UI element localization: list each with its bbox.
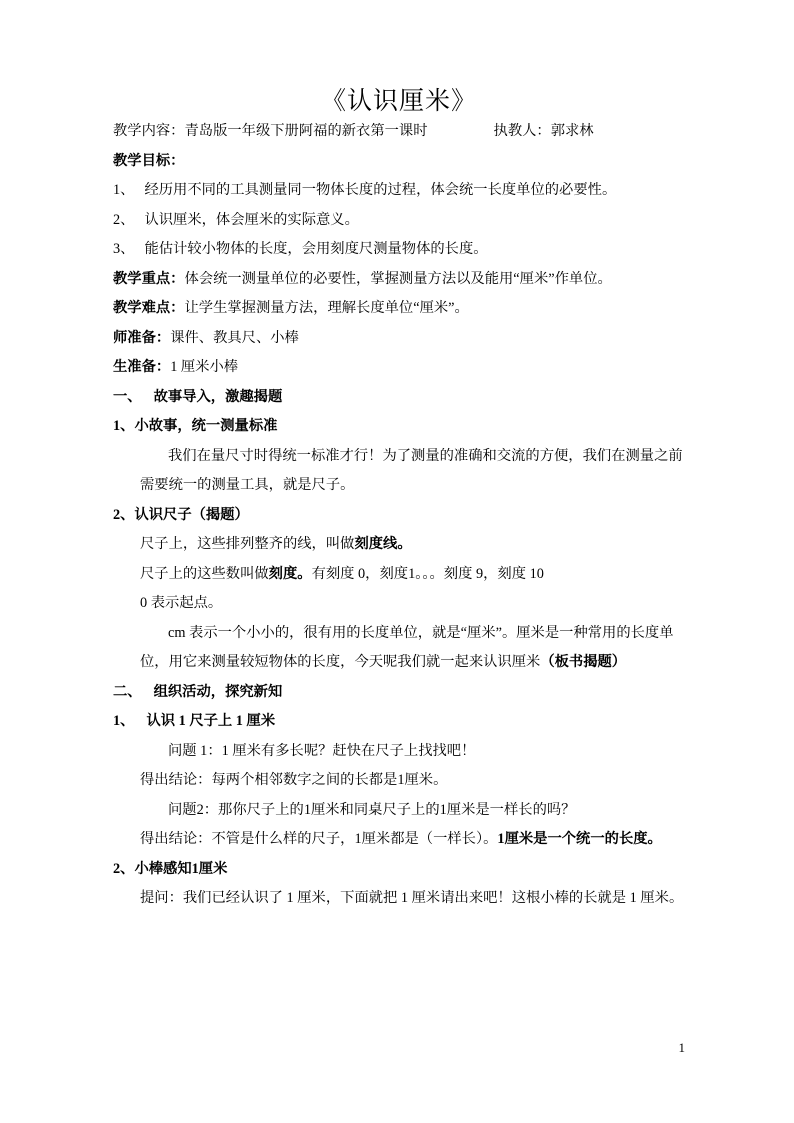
page-title: 《认识厘米》 — [320, 88, 477, 115]
section-one-sub1-heading: 1、小故事，统一测量标准 — [113, 418, 278, 435]
student-prep-row — [113, 353, 685, 383]
section-one-heading — [113, 383, 685, 413]
key-point-label: 教学重点： — [113, 270, 185, 287]
section-one-sub1-body: 我们在量尺寸时得统一标准才行！为了测量的准确和交流的方便，我们在测量之前需要统一的测量工具，就是尺子。 — [140, 447, 683, 494]
difficulty-text: 让学生掌握测量方法，理解长度单位“厘米”。 — [184, 300, 469, 317]
cm-paragraph-bold-note: （板书揭题） — [540, 654, 627, 671]
teacher-prep-row — [113, 324, 685, 354]
objective-text-1: 经历用不同的工具测量同一物体长度的过程，体会统一长度单位的必要性。 — [144, 182, 617, 199]
section-one-number: 一、 — [113, 388, 142, 405]
section-two-sub1-heading — [113, 707, 685, 737]
student-prep-text: 1 厘米小棒 — [170, 359, 239, 376]
teacher-label: 执教人： — [493, 123, 551, 140]
student-prep-label: 生准备： — [113, 359, 171, 376]
conclusion-2-bold: 1厘米是一个统一的长度。 — [497, 831, 662, 848]
conclusion-2-text: 得出结论：不管是什么样的尺子，1厘米都是（一样长）。 — [140, 831, 498, 848]
section-two-sub1-title: 认识 1 尺子上 1 厘米 — [146, 713, 276, 730]
section-two-title: 组织活动，探究新知 — [153, 683, 283, 700]
section-one-sub2-heading: 2、认识尺子（揭题） — [113, 506, 249, 523]
objectives-heading: 教学目标： — [113, 152, 185, 169]
difficulty-label: 教学难点： — [113, 300, 185, 317]
key-point-text: 体会统一测量单位的必要性，掌握测量方法以及能用“厘米”作单位。 — [184, 270, 612, 287]
section-two-number: 二、 — [113, 683, 142, 700]
ruler-line-3: 0 表示起点。 — [140, 595, 223, 612]
ruler-line-2-a: 尺子上的这些数叫做 — [140, 565, 269, 582]
section-two-sub2-body: 提问：我们已经认识了 1 厘米，下面就把 1 厘米请出来吧！这根小棒的长就是 1 厘米。 — [140, 890, 684, 907]
objective-item-1 — [113, 176, 685, 206]
header-meta-row — [113, 117, 685, 147]
question-1: 问题 1：1 厘米有多长呢？赶快在尺子上找找吧！ — [168, 742, 476, 759]
objective-number-1: 1、 — [113, 182, 135, 199]
objective-number-3: 3、 — [113, 241, 135, 258]
question-2: 问题2：那你尺子上的1厘米和同桌尺子上的1厘米是一样长的吗？ — [168, 801, 576, 818]
ruler-line-1-term: 刻度线。 — [354, 536, 412, 553]
objective-item-2 — [113, 206, 685, 236]
teacher-prep-label: 师准备： — [113, 329, 171, 346]
key-point-row — [113, 265, 685, 295]
section-one-title: 故事导入，激趣揭题 — [153, 388, 283, 405]
cm-unit-label: cm — [168, 624, 186, 641]
section-two-sub2-heading: 2、小棒感知1厘米 — [113, 860, 228, 877]
teaching-content-label: 教学内容： — [113, 123, 185, 140]
section-two-sub1-number: 1、 — [113, 713, 135, 730]
teacher-name — [428, 117, 594, 147]
teaching-content — [113, 117, 428, 147]
objective-text-3: 能估计较小物体的长度，会用刻度尺测量物体的长度。 — [144, 241, 488, 258]
document-body — [113, 0, 685, 914]
difficulty-row — [113, 294, 685, 324]
ruler-line-2-c: 有刻度 0，刻度1。。。刻度 9，刻度 10 — [311, 565, 544, 582]
teacher-value: 郭求林 — [550, 123, 594, 140]
ruler-line-1 — [113, 530, 685, 560]
conclusion-1: 得出结论：每两个相邻数字之间的长都是1厘米。 — [140, 772, 448, 789]
objective-item-3 — [113, 235, 685, 265]
teacher-prep-text: 课件、教具尺、小棒 — [170, 329, 299, 346]
conclusion-2 — [113, 825, 685, 855]
objective-number-2: 2、 — [113, 211, 135, 228]
ruler-line-1-a: 尺子上，这些排列整齐的线，叫做 — [140, 536, 355, 553]
teaching-content-value: 青岛版一年级下册阿福的新衣第一课时 — [184, 123, 428, 140]
ruler-line-2 — [113, 560, 685, 590]
cm-paragraph-text: 表示一个小小的，很有用的长度单位，就是“厘米”。厘米是一种常用的长度单位，用它来测量较短物体的长度，今天呢我们就一起来认识厘米 — [140, 624, 674, 671]
ruler-line-2-term: 刻度。 — [268, 565, 312, 582]
page-number: 1 — [678, 1040, 685, 1055]
cm-paragraph — [113, 619, 685, 678]
section-two-heading — [113, 678, 685, 708]
objective-text-2: 认识厘米，体会厘米的实际意义。 — [144, 211, 359, 228]
